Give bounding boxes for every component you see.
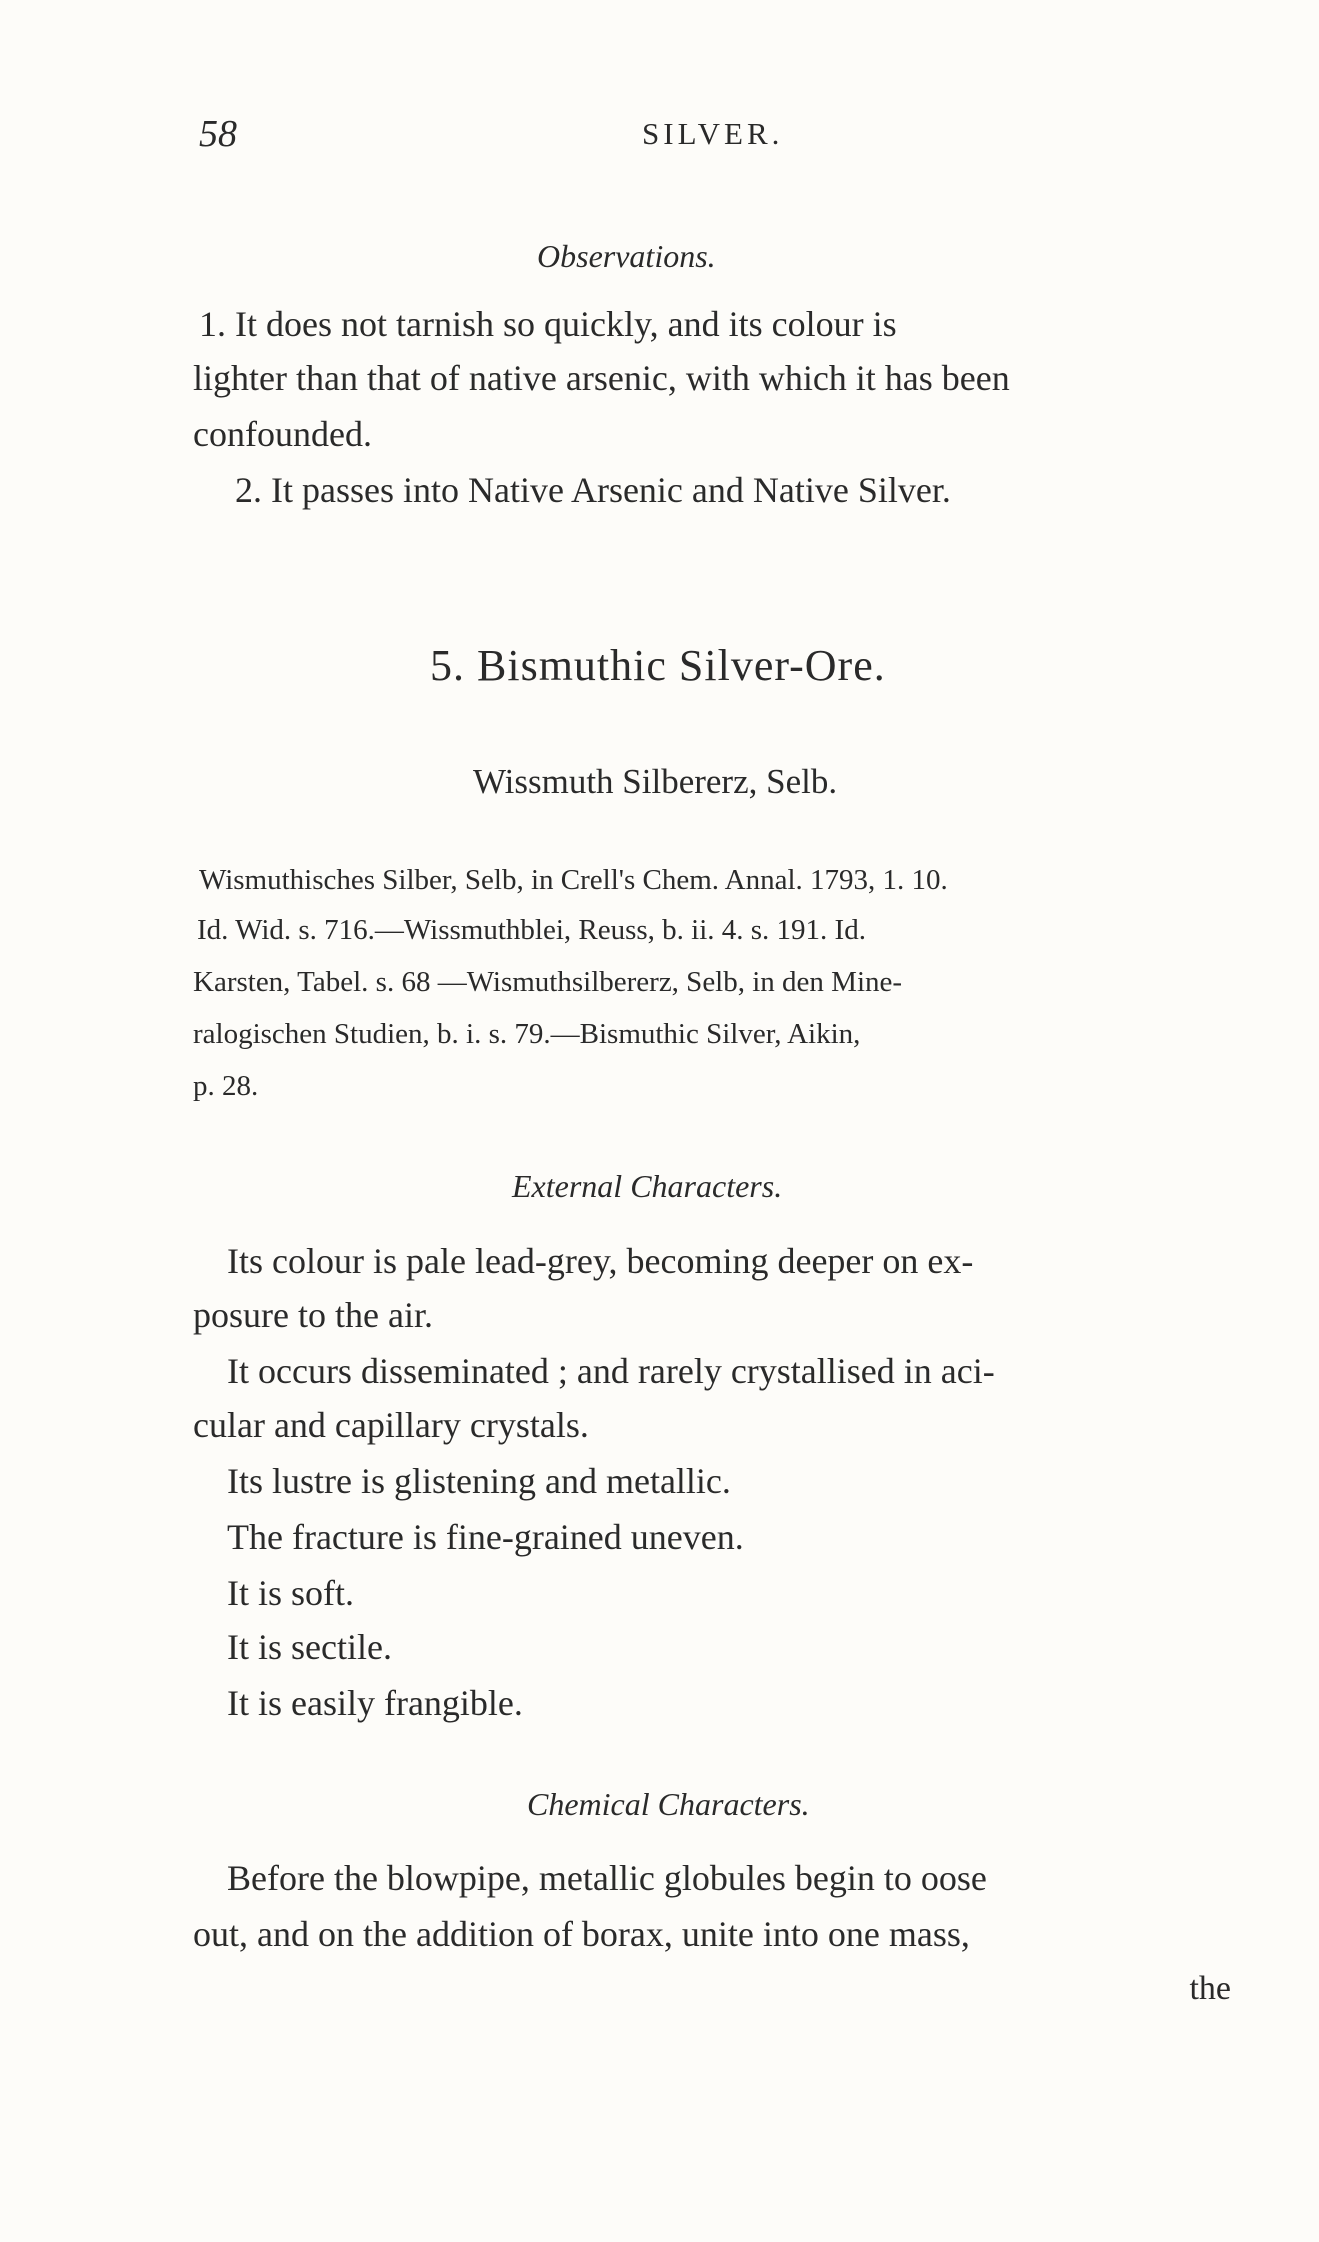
catchword: the xyxy=(1189,1970,1231,2007)
external-characters-heading: External Characters. xyxy=(512,1168,783,1204)
observations-heading: Observations. xyxy=(537,238,716,274)
page-number: 58 xyxy=(199,113,237,155)
chemical-line: Before the blowpipe, metallic globules begin to oose xyxy=(227,1858,987,1898)
external-line: Its colour is pale lead-grey, becoming deeper on ex- xyxy=(227,1241,974,1281)
observation-line: lighter than that of native arsenic, with which it has been xyxy=(193,358,1010,398)
reference-line: Wismuthisches Silber, Selb, in Crell's Chem. Annal. 1793, 1. 10. xyxy=(199,864,948,896)
observation-line: 2. It passes into Native Arsenic and Native Silver. xyxy=(235,470,951,510)
external-line: It is sectile. xyxy=(227,1627,392,1667)
reference-line: Karsten, Tabel. s. 68 —Wismuthsilbererz, Selb, in den Mine- xyxy=(193,966,903,998)
section-subtitle: Wissmuth Silbererz, Selb. xyxy=(473,762,838,801)
external-line: cular and capillary crystals. xyxy=(193,1405,589,1445)
observation-line: 1. It does not tarnish so quickly, and its colour is xyxy=(199,304,897,344)
external-line: It is easily frangible. xyxy=(227,1683,523,1723)
reference-line: Id. Wid. s. 716.—Wissmuthblei, Reuss, b. ii. 4. s. 191. Id. xyxy=(197,914,866,946)
reference-line: p. 28. xyxy=(193,1070,259,1102)
running-head: SILVER. xyxy=(642,116,784,151)
external-line: The fracture is fine-grained uneven. xyxy=(227,1517,744,1557)
chemical-characters-heading: Chemical Characters. xyxy=(527,1786,810,1822)
chemical-line: out, and on the addition of borax, unite into one mass, xyxy=(193,1914,970,1954)
external-line: posure to the air. xyxy=(193,1295,433,1335)
external-line: It is soft. xyxy=(227,1573,355,1613)
section-title: 5. Bismuthic Silver-Ore. xyxy=(430,641,886,690)
external-line: It occurs disseminated ; and rarely crystallised in aci- xyxy=(227,1351,995,1391)
reference-line: ralogischen Studien, b. i. s. 79.—Bismuthic Silver, Aikin, xyxy=(193,1018,861,1050)
observation-line: confounded. xyxy=(193,414,372,454)
external-line: Its lustre is glistening and metallic. xyxy=(227,1461,731,1501)
